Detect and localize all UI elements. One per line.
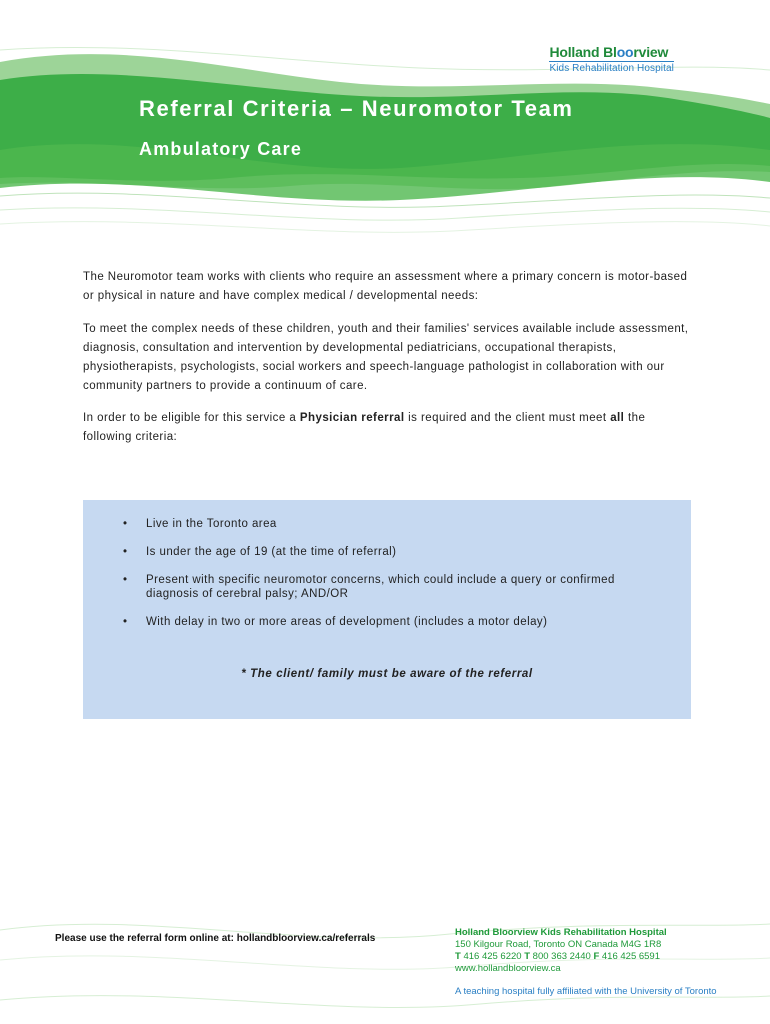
bullet-icon: • <box>123 616 128 628</box>
contact-block <box>455 927 667 975</box>
intro-paragraph-1: The Neuromotor team works with clients who require an assessment where a primary concern is motor-based or physical in nature and have complex medical / developmental needs: <box>83 271 688 302</box>
referral-form-note: Please use the referral form online at: hollandbloorview.ca/referrals <box>55 933 376 944</box>
page-title: Referral Criteria – Neuromotor Team <box>139 96 574 121</box>
intro-paragraph-2: To meet the complex needs of these children, youth and their families' services available include assessment, diagnosis, consultation and intervention by developmental pediatricians, occupational therapists, physiotherapists, psychologists, social workers and speech-language pathologist in collaboration with our community partners to provide a continuum of care. <box>83 323 689 392</box>
phone-line: T 416 425 6220 T 800 363 2440 F 416 425 6591 <box>455 951 661 962</box>
bullet-icon: • <box>123 518 128 530</box>
criteria-item: • Is under the age of 19 (at the time of referral) <box>123 546 397 558</box>
header-banner <box>0 0 770 250</box>
university-affiliation: A teaching hospital fully affiliated with the University of Toronto <box>455 986 717 997</box>
logo-tagline: Kids Rehabilitation Hospital <box>549 63 674 74</box>
criteria-item: • With delay in two or more areas of development (includes a motor delay) <box>123 616 548 628</box>
logo-wordmark: Holland Bloorview <box>549 44 669 60</box>
all-emphasis: all <box>610 412 625 424</box>
bullet-icon: • <box>123 574 128 586</box>
awareness-note: * The client/ family must be aware of the referral <box>241 668 533 680</box>
criteria-item: • Present with specific neuromotor concerns, which could include a query or confirmed diagnosis of cerebral palsy; AND/OR <box>123 574 615 600</box>
criteria-item: • Live in the Toronto area <box>123 518 277 530</box>
page-subtitle: Ambulatory Care <box>139 139 303 159</box>
bullet-icon: • <box>123 546 128 558</box>
criteria-list <box>83 517 691 643</box>
physician-referral-emphasis: Physician referral <box>299 412 405 424</box>
hospital-logo <box>549 44 674 74</box>
org-name: Holland Bloorview Kids Rehabilitation Hospital <box>455 927 667 938</box>
org-address: 150 Kilgour Road, Toronto ON Canada M4G 1R8 <box>455 939 662 950</box>
eligibility-paragraph: In order to be eligible for this service a Physician referral is required and the client must meet all the following criteria: <box>83 412 646 443</box>
criteria-box <box>83 500 691 719</box>
website-link[interactable]: www.hollandbloorview.ca <box>455 963 561 974</box>
